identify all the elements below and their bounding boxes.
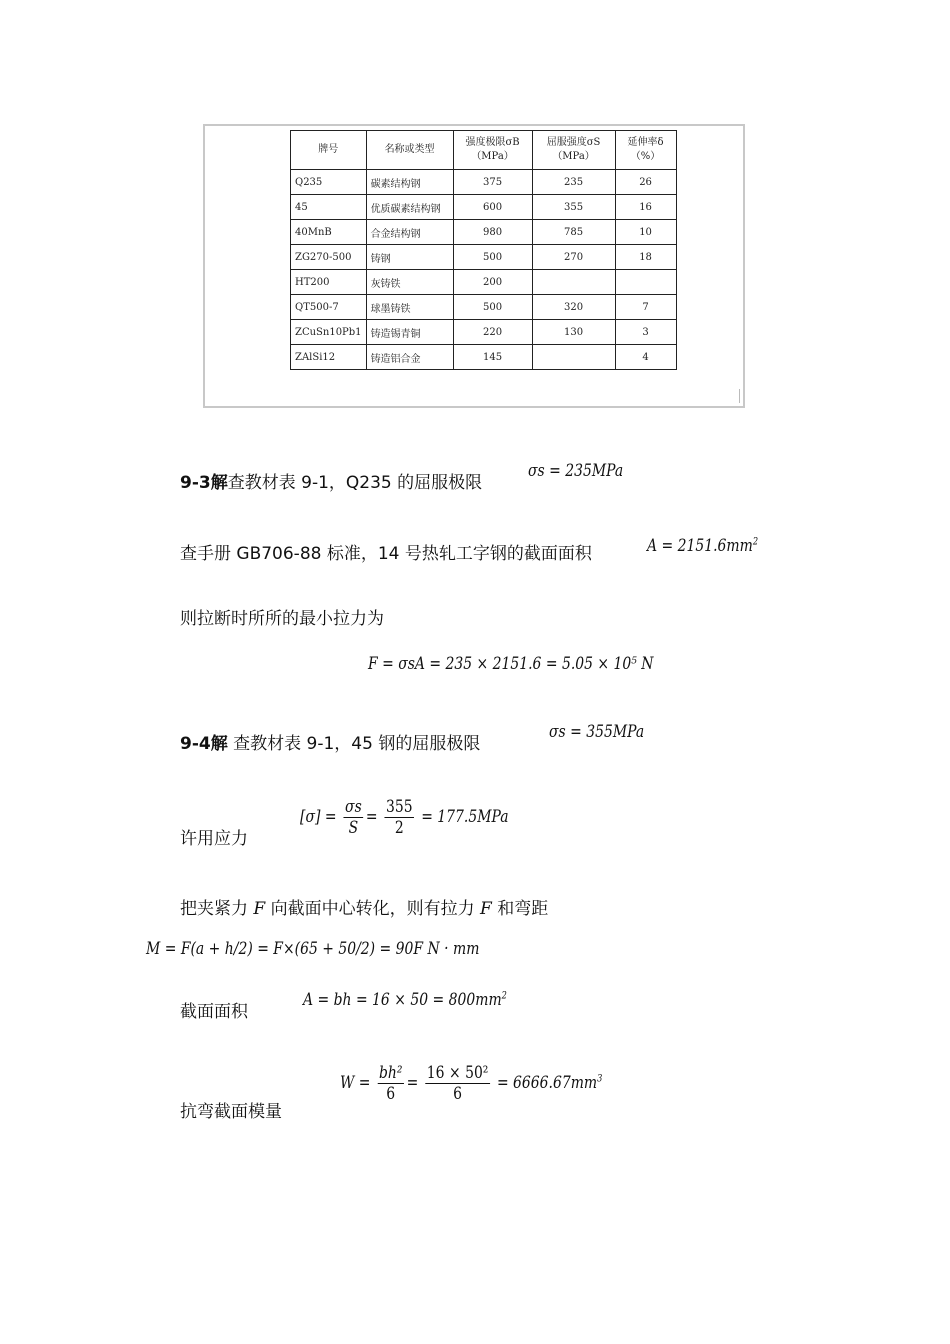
formula-section-modulus: W = $\frac{\text{bh²}}{6}$ = $\frac{\text{16 × 50²}}{6}$ = $6666.67mm^3$	[340, 1063, 603, 1104]
min-force-line: 则拉断时所所的最小拉力为	[180, 609, 384, 629]
cell-yield	[532, 270, 615, 295]
header-name: 名称或类型	[366, 131, 453, 170]
cell-tensile: 500	[453, 295, 532, 320]
formula-yield-45: σs = 355MPa	[549, 722, 645, 742]
rhs: = 6666.67mm	[496, 1073, 598, 1093]
cell-tensile: 600	[453, 195, 532, 220]
table-row	[291, 245, 677, 270]
header-grade: 牌号	[291, 131, 367, 170]
cell-grade: 45	[291, 195, 367, 220]
lhs: [σ] =	[300, 807, 337, 827]
text-b: 向截面中心转化，则有拉力	[270, 899, 475, 919]
table-header-row	[291, 131, 677, 170]
header-tensile: 强度极限σB（MPa）	[453, 131, 532, 170]
cell-yield: 355	[532, 195, 615, 220]
fraction-2	[425, 1063, 490, 1104]
header-yield: 屈服强度σS（MPa）	[532, 131, 615, 170]
fraction-1	[343, 797, 363, 838]
header-elongation: 延伸率δ（%）	[615, 131, 676, 170]
table-row	[291, 320, 677, 345]
cell-grade: ZG270-500	[291, 245, 367, 270]
area-text: A = bh = 16 × 50 = 800mm	[303, 990, 502, 1010]
cell-yield: 320	[532, 295, 615, 320]
cell-name: 优质碳素结构钢	[366, 195, 453, 220]
fraction-2	[384, 797, 414, 838]
formula-allowable-stress: [σ] = $\frac{\sigma s}{S}$ = $\frac{355}{2}$ = 177.5MPa	[300, 797, 509, 838]
denominator: 2	[394, 818, 404, 838]
cell-elongation: 16	[615, 195, 676, 220]
cell-elongation: 3	[615, 320, 676, 345]
numerator: 355	[386, 797, 413, 817]
section-area-label: 截面面积	[180, 1002, 248, 1022]
cell-grade: Q235	[291, 170, 367, 195]
formula-section-area: A = bh = $16 \times 50 = 800mm^2$	[303, 990, 507, 1010]
cell-grade: ZCuSn10Pb1	[291, 320, 367, 345]
cell-tensile: 500	[453, 245, 532, 270]
cell-name: 球墨铸铁	[366, 295, 453, 320]
area-value: A = 2151.6mm	[647, 536, 753, 556]
text-a: 把夹紧力	[180, 899, 248, 919]
denominator: 6	[386, 1084, 396, 1104]
cell-yield: 270	[532, 245, 615, 270]
cell-elongation: 26	[615, 170, 676, 195]
numerator: 16 × 50²	[426, 1063, 489, 1083]
cell-yield	[532, 345, 615, 370]
cell-yield: 235	[532, 170, 615, 195]
lhs: W =	[340, 1073, 371, 1093]
cell-elongation	[615, 270, 676, 295]
cell-grade: 40MnB	[291, 220, 367, 245]
cell-tensile: 145	[453, 345, 532, 370]
formula-yield-q235: σs = 235MPa	[528, 461, 624, 481]
numerator: bh²	[378, 1063, 403, 1083]
formula-area-i-beam: $A = 2151.6mm^2$	[647, 536, 759, 556]
table-row	[291, 295, 677, 320]
cell-name: 碳素结构钢	[366, 170, 453, 195]
problem-9-4-statement	[180, 729, 480, 754]
cell-name: 铸钢	[366, 245, 453, 270]
rhs: = 177.5MPa	[421, 807, 509, 827]
cell-name: 合金结构钢	[366, 220, 453, 245]
statement-text: 查教材表 9-1，45 钢的屈服极限	[227, 734, 481, 754]
cell-elongation: 7	[615, 295, 676, 320]
solution-mark: 解	[210, 473, 228, 493]
fraction-1	[377, 1063, 404, 1104]
cell-yield: 130	[532, 320, 615, 345]
cell-tensile: 220	[453, 320, 532, 345]
cell-tensile: 200	[453, 270, 532, 295]
cell-name: 铸造锡青铜	[366, 320, 453, 345]
table-row	[291, 220, 677, 245]
formula-min-force: F = σsA = 235 × 2151.6 = 5.05 × 10⁵ N	[368, 654, 654, 674]
table-frame	[203, 124, 745, 408]
table-row	[291, 345, 677, 370]
denominator: 6	[453, 1084, 463, 1104]
cell-grade: HT200	[291, 270, 367, 295]
allowable-stress-label: 许用应力	[180, 829, 248, 849]
table-row	[291, 170, 677, 195]
cell-elongation: 4	[615, 345, 676, 370]
problem-number: 9-4	[180, 734, 211, 754]
cell-yield: 785	[532, 220, 615, 245]
section-modulus-label: 抗弯截面模量	[180, 1102, 282, 1122]
cell-tensile: 980	[453, 220, 532, 245]
problem-9-3-statement	[180, 468, 482, 493]
text-c: 和弯距	[497, 899, 549, 919]
cell-elongation: 10	[615, 220, 676, 245]
problem-number: 9-3	[180, 473, 211, 493]
cell-elongation: 18	[615, 245, 676, 270]
table-row	[291, 270, 677, 295]
clamp-force-line	[180, 894, 548, 919]
denominator: S	[348, 818, 359, 838]
formula-moment: M = F(a + h/2) = F×(65 + 50/2) = 90F N · mm	[146, 939, 480, 959]
handbook-line: 查手册 GB706-88 标准，14 号热轧工字钢的截面面积	[180, 544, 592, 564]
cell-grade: QT500-7	[291, 295, 367, 320]
symbol-F: F	[480, 899, 492, 919]
solution-mark: 解	[210, 734, 228, 754]
cell-name: 灰铸铁	[366, 270, 453, 295]
material-table	[290, 130, 677, 370]
cell-tensile: 375	[453, 170, 532, 195]
table-row	[291, 195, 677, 220]
cell-name: 铸造铝合金	[366, 345, 453, 370]
statement-text: 查教材表 9-1，Q235 的屈服极限	[227, 473, 483, 493]
symbol-F: F	[253, 899, 266, 919]
numerator: σs	[345, 797, 362, 817]
cell-grade: ZAlSi12	[291, 345, 367, 370]
